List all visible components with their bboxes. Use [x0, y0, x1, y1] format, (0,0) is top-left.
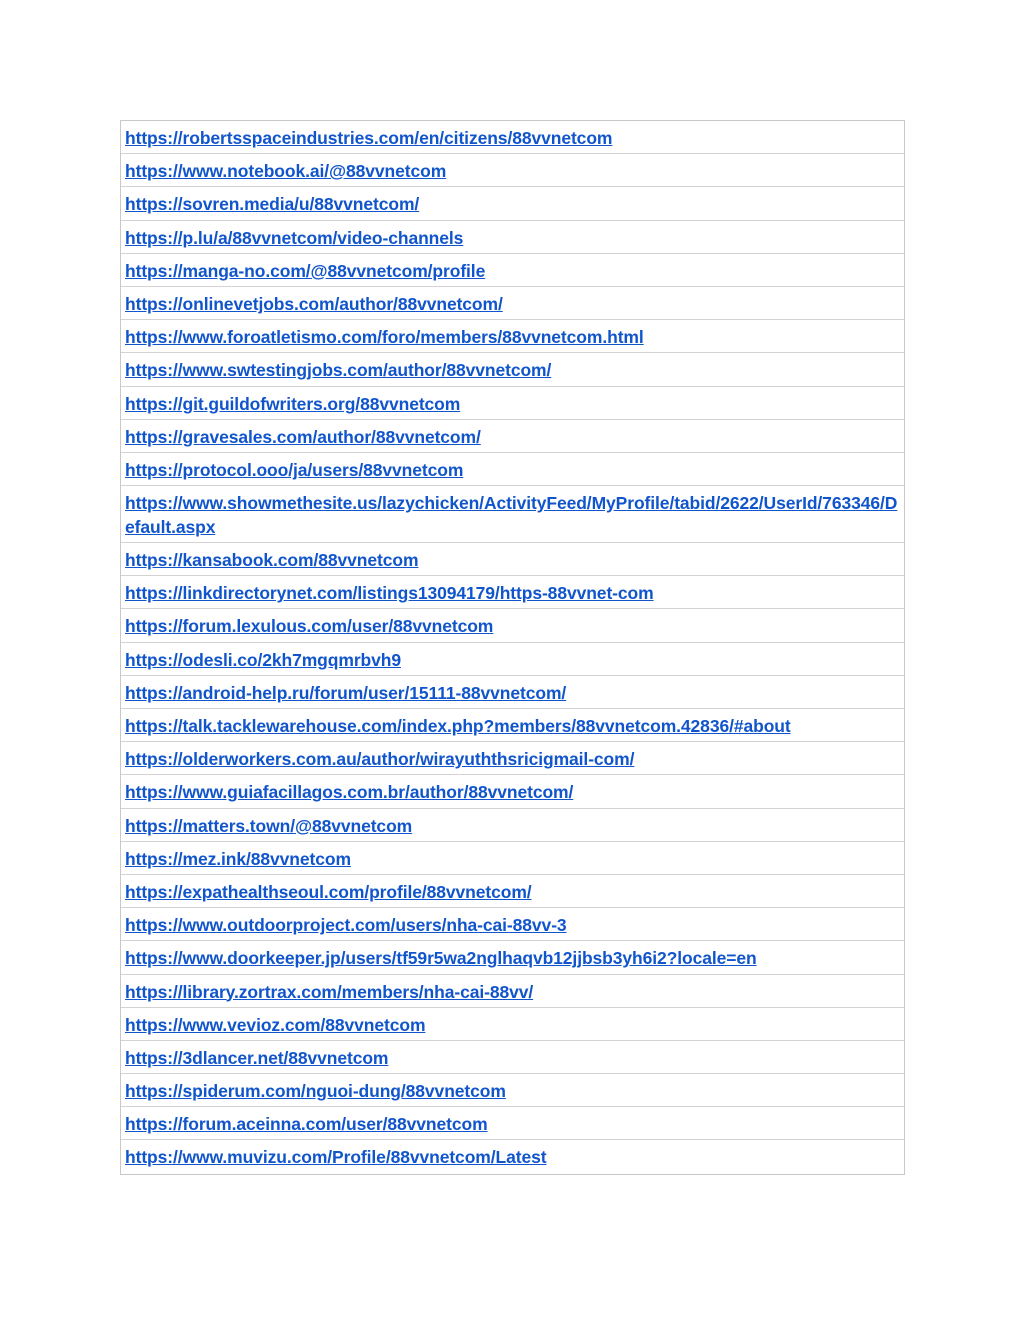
table-row — [121, 1074, 904, 1107]
table-row — [121, 1041, 904, 1074]
link[interactable]: https://onlinevetjobs.com/author/88vvnetcom/ — [125, 293, 503, 314]
link[interactable]: https://matters.town/@88vvnetcom — [125, 815, 413, 836]
link[interactable]: https://robertsspaceindustries.com/en/citizens/88vvnetcom — [125, 128, 613, 148]
link[interactable]: https://protocol.ooo/ja/users/88vvnetcom — [125, 459, 464, 480]
table-row — [121, 742, 904, 775]
table-row — [121, 453, 904, 486]
link[interactable]: https://forum.lexulous.com/user/88vvnetcom — [125, 616, 494, 637]
link[interactable]: https://www.showmethesite.us/lazychicken/ActivityFeed/MyProfile/tabid/2622/UserId/763346/Default.aspx — [125, 493, 898, 538]
table-row — [121, 809, 904, 842]
table-row — [121, 254, 904, 287]
link[interactable]: https://android-help.ru/forum/user/15111-88vvnetcom/ — [125, 682, 567, 703]
table-row — [121, 154, 904, 187]
link[interactable]: https://expathealthseoul.com/profile/88vvnetcom/ — [125, 881, 532, 902]
table-row — [121, 121, 904, 154]
link[interactable]: https://manga-no.com/@88vvnetcom/profile — [125, 260, 486, 281]
link-table — [120, 120, 905, 1175]
table-row — [121, 543, 904, 576]
link[interactable]: https://talk.tacklewarehouse.com/index.php?members/88vvnetcom.42836/#about — [125, 716, 791, 736]
table-row — [121, 1008, 904, 1041]
link[interactable]: https://olderworkers.com.au/author/wirayuththsricigmail-com/ — [125, 749, 635, 770]
table-row — [121, 709, 904, 742]
link[interactable]: https://www.foroatletismo.com/foro/members/88vvnetcom.html — [125, 327, 644, 348]
table-row — [121, 420, 904, 453]
table-row — [121, 320, 904, 353]
table-row — [121, 387, 904, 420]
table-row — [121, 187, 904, 220]
table-row — [121, 842, 904, 875]
link[interactable]: https://www.guiafacillagos.com.br/author/88vvnetcom/ — [125, 782, 574, 803]
table-row — [121, 676, 904, 709]
table-row — [121, 975, 904, 1008]
link[interactable]: https://git.guildofwriters.org/88vvnetcom — [125, 393, 461, 414]
link[interactable]: https://p.lu/a/88vvnetcom/video-channels — [125, 227, 464, 248]
table-row — [121, 609, 904, 642]
link[interactable]: https://linkdirectorynet.com/listings13094179/https-88vvnet-com — [125, 583, 654, 604]
link[interactable]: https://mez.ink/88vvnetcom — [125, 848, 351, 869]
table-row — [121, 941, 904, 974]
table-row — [121, 221, 904, 254]
link[interactable]: https://www.swtestingjobs.com/author/88vvnetcom/ — [125, 360, 552, 381]
link[interactable]: https://www.vevioz.com/88vvnetcom — [125, 1014, 426, 1035]
link[interactable]: https://spiderum.com/nguoi-dung/88vvnetcom — [125, 1081, 506, 1102]
link[interactable]: https://www.outdoorproject.com/users/nha-cai-88vv-3 — [125, 915, 567, 936]
table-row — [121, 486, 904, 543]
link[interactable]: https://library.zortrax.com/members/nha-cai-88vv/ — [125, 981, 534, 1002]
link[interactable]: https://kansabook.com/88vvnetcom — [125, 550, 419, 571]
table-row — [121, 1140, 904, 1173]
table-row — [121, 775, 904, 808]
link[interactable]: https://3dlancer.net/88vvnetcom — [125, 1047, 389, 1068]
table-row — [121, 287, 904, 320]
table-row — [121, 643, 904, 676]
table-row — [121, 1107, 904, 1140]
link[interactable]: https://www.doorkeeper.jp/users/tf59r5wa2nglhaqvb12jjbsb3yh6i2?locale=en — [125, 948, 757, 969]
link[interactable]: https://forum.aceinna.com/user/88vvnetcom — [125, 1114, 488, 1135]
link[interactable]: https://www.notebook.ai/@88vvnetcom — [125, 161, 447, 182]
link[interactable]: https://www.muvizu.com/Profile/88vvnetcom/Latest — [125, 1147, 547, 1168]
table-row — [121, 875, 904, 908]
link[interactable]: https://odesli.co/2kh7mgqmrbvh9 — [125, 649, 401, 670]
table-row — [121, 576, 904, 609]
table-row — [121, 908, 904, 941]
link[interactable]: https://sovren.media/u/88vvnetcom/ — [125, 194, 420, 215]
table-row — [121, 353, 904, 386]
link[interactable]: https://gravesales.com/author/88vvnetcom/ — [125, 426, 481, 447]
